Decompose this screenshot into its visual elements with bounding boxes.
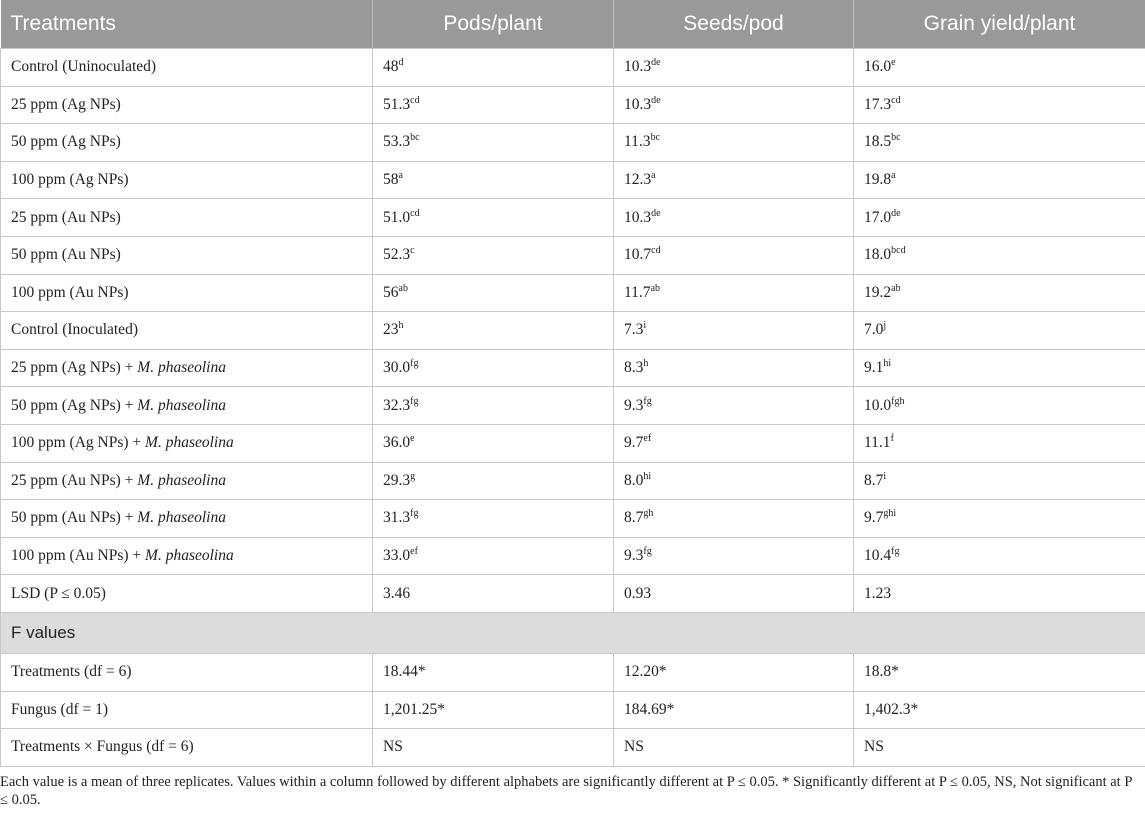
f-treatment-cell: Treatments (df = 6) (1, 653, 373, 691)
pods-cell (373, 161, 614, 199)
yield-cell-letters: bc (891, 132, 901, 144)
treatment-cell (1, 500, 373, 538)
pods-cell (373, 575, 614, 613)
yield-cell-value: 18.0 (864, 246, 892, 264)
seeds-cell-value: 10.3 (624, 208, 652, 226)
seeds-cell-letters: i (643, 320, 647, 332)
yield-cell (854, 236, 1145, 274)
seeds-cell (614, 349, 854, 387)
pods-cell-value: 31.3 (383, 509, 411, 527)
pods-cell (373, 387, 614, 425)
seeds-cell (614, 575, 854, 613)
pods-cell-letters: fg (410, 508, 419, 520)
seeds-cell-value: 9.3 (624, 396, 644, 414)
yield-cell-letters: a (891, 170, 896, 182)
pods-cell (373, 236, 614, 274)
pods-cell-letters: g (410, 470, 416, 482)
treatment-cell (1, 575, 373, 613)
f-value-row (1, 691, 1145, 729)
yield-cell-letters: f (890, 433, 894, 445)
treatment-cell (1, 274, 373, 312)
seeds-cell-value: 7.3 (624, 321, 644, 339)
treatment-cell (1, 387, 373, 425)
yield-cell (854, 349, 1145, 387)
pathogen-name: M. phaseolina (145, 434, 234, 452)
table-row (1, 124, 1145, 162)
yield-cell-letters: j (883, 320, 887, 332)
table-row (1, 424, 1145, 462)
pathogen-name: M. phaseolina (137, 396, 226, 414)
f-seeds-cell: 184.69* (614, 691, 854, 729)
treatment-label: 25 ppm (Au NPs) + (11, 471, 138, 489)
yield-cell-letters: i (883, 470, 887, 482)
section-row (1, 612, 1145, 653)
yield-cell-value: 11.1 (864, 434, 891, 452)
pods-cell (373, 462, 614, 500)
seeds-cell-value: 0.93 (624, 584, 652, 602)
treatment-label: 100 ppm (Ag NPs) (11, 171, 129, 189)
treatment-cell (1, 49, 373, 87)
pods-cell (373, 500, 614, 538)
seeds-cell-value: 10.7 (624, 246, 652, 264)
pods-cell-value: 32.3 (383, 396, 411, 414)
yield-cell-letters: ghi (883, 508, 897, 520)
yield-cell-value: 18.5 (864, 133, 892, 151)
yield-cell-value: 7.0 (864, 321, 884, 339)
f-pods-cell: 18.44* (373, 653, 614, 691)
treatment-label: 100 ppm (Ag NPs) + (11, 434, 146, 452)
seeds-cell (614, 274, 854, 312)
table-row (1, 199, 1145, 237)
table-footnote: Each value is a mean of three replicates. Values within a column followed by different alphabets are significantly different at P ≤ 0.05. * Significantly different at P ≤ 0.05, NS, Not significant at P ≤ 0.05. (0, 773, 1132, 808)
seeds-cell-value: 10.3 (624, 58, 652, 76)
pods-cell-letters: c (410, 245, 415, 257)
seeds-cell-value: 9.7 (624, 434, 644, 452)
yield-cell-value: 19.8 (864, 171, 892, 189)
pods-cell-letters: ef (410, 546, 418, 558)
yield-cell-value: 9.1 (864, 359, 884, 377)
pods-cell-value: 36.0 (383, 434, 411, 452)
yield-cell-letters: e (891, 57, 896, 69)
pods-cell-value: 23 (383, 321, 399, 339)
treatment-label: 25 ppm (Au NPs) (11, 208, 121, 226)
pods-cell-letters: e (410, 433, 415, 445)
treatment-cell (1, 424, 373, 462)
treatment-label: Control (Inoculated) (11, 321, 138, 339)
yield-cell (854, 199, 1145, 237)
yield-cell-letters: fg (891, 546, 900, 558)
seeds-cell (614, 462, 854, 500)
pods-cell-value: 33.0 (383, 547, 411, 565)
seeds-cell-letters: gh (643, 508, 654, 520)
yield-cell-value: 19.2 (864, 283, 892, 301)
treatment-cell (1, 537, 373, 575)
seeds-cell-value: 11.7 (624, 283, 651, 301)
treatment-cell (1, 462, 373, 500)
pods-cell-value: 58 (383, 171, 399, 189)
seeds-cell (614, 312, 854, 350)
yield-cell (854, 312, 1145, 350)
seeds-cell (614, 424, 854, 462)
table-row (1, 49, 1145, 87)
pods-cell-letters: fg (410, 395, 419, 407)
table-row (1, 274, 1145, 312)
pods-cell (373, 424, 614, 462)
yield-cell-letters: ab (891, 282, 901, 294)
yield-cell (854, 462, 1145, 500)
seeds-cell (614, 500, 854, 538)
pods-cell-letters: fg (410, 358, 419, 370)
treatment-label: 100 ppm (Au NPs) + (11, 547, 146, 565)
yield-cell-letters: bcd (891, 245, 906, 257)
yield-cell-value: 9.7 (864, 509, 884, 527)
seeds-cell (614, 124, 854, 162)
treatment-label: 25 ppm (Ag NPs) + (11, 359, 138, 377)
yield-cell (854, 424, 1145, 462)
seeds-cell-letters: a (651, 170, 656, 182)
yield-cell-value: 10.4 (864, 547, 892, 565)
pods-cell-value: 3.46 (383, 584, 411, 602)
seeds-cell-letters: fg (643, 395, 652, 407)
pods-cell-value: 48 (383, 58, 399, 76)
table-row (1, 236, 1145, 274)
treatment-cell (1, 161, 373, 199)
treatment-label: 25 ppm (Ag NPs) (11, 95, 121, 113)
pods-cell-letters: ab (398, 282, 408, 294)
seeds-cell-letters: de (651, 207, 661, 219)
header-grain-yield-per-plant: Grain yield/plant (854, 0, 1145, 49)
yield-cell (854, 274, 1145, 312)
f-yield-cell: 1,402.3* (854, 691, 1145, 729)
treatment-label: 50 ppm (Ag NPs) (11, 133, 121, 151)
seeds-cell-value: 11.3 (624, 133, 651, 151)
table-row (1, 86, 1145, 124)
pods-cell-value: 30.0 (383, 359, 411, 377)
treatment-cell (1, 199, 373, 237)
table-row (1, 312, 1145, 350)
pods-cell-letters: h (398, 320, 404, 332)
pods-cell-value: 56 (383, 283, 399, 301)
yield-cell-value: 16.0 (864, 58, 892, 76)
yield-cell (854, 86, 1145, 124)
seeds-cell (614, 387, 854, 425)
seeds-cell-letters: hi (643, 470, 652, 482)
f-yield-cell: NS (854, 729, 1145, 767)
header-seeds-per-pod: Seeds/pod (614, 0, 854, 49)
pods-cell (373, 86, 614, 124)
seeds-cell-value: 8.0 (624, 471, 644, 489)
table-row (1, 462, 1145, 500)
yield-cell (854, 575, 1145, 613)
yield-cell-value: 17.0 (864, 208, 892, 226)
seeds-cell-value: 12.3 (624, 171, 652, 189)
pods-cell-value: 51.0 (383, 208, 411, 226)
seeds-cell-letters: bc (650, 132, 661, 144)
seeds-cell-letters: cd (651, 245, 661, 257)
f-value-row (1, 653, 1145, 691)
seeds-cell-letters: de (651, 57, 661, 69)
yield-cell-letters: fgh (891, 395, 905, 407)
header-row (1, 0, 1145, 49)
yield-cell-value: 10.0 (864, 396, 892, 414)
treatment-cell (1, 124, 373, 162)
f-pods-cell: NS (373, 729, 614, 767)
pods-cell-letters: a (398, 170, 403, 182)
yield-cell (854, 537, 1145, 575)
treatment-label: 50 ppm (Au NPs) + (11, 509, 138, 527)
table-row (1, 500, 1145, 538)
pathogen-name: M. phaseolina (137, 359, 226, 377)
pods-cell (373, 124, 614, 162)
treatment-label: Control (Uninoculated) (11, 58, 157, 76)
yield-cell (854, 500, 1145, 538)
seeds-cell-letters: ab (650, 282, 661, 294)
treatment-label: 100 ppm (Au NPs) (11, 283, 129, 301)
yield-cell (854, 161, 1145, 199)
treatment-label: LSD (P ≤ 0.05) (11, 584, 106, 602)
seeds-cell-value: 8.3 (624, 359, 644, 377)
yield-cell (854, 49, 1145, 87)
f-yield-cell: 18.8* (854, 653, 1145, 691)
f-treatment-cell: Treatments × Fungus (df = 6) (1, 729, 373, 767)
pods-cell (373, 274, 614, 312)
treatment-cell (1, 349, 373, 387)
pods-cell (373, 199, 614, 237)
pods-cell-letters: bc (410, 132, 420, 144)
pods-cell-letters: d (398, 57, 404, 69)
seeds-cell-letters: h (643, 358, 649, 370)
seeds-cell-letters: fg (643, 546, 652, 558)
pods-cell-value: 51.3 (383, 95, 411, 113)
treatment-label: 50 ppm (Ag NPs) + (11, 396, 138, 414)
seeds-cell (614, 537, 854, 575)
f-seeds-cell: 12.20* (614, 653, 854, 691)
seeds-cell-value: 8.7 (624, 509, 644, 527)
seeds-cell (614, 161, 854, 199)
table-row (1, 575, 1145, 613)
pods-cell-letters: cd (410, 207, 420, 219)
pods-cell (373, 49, 614, 87)
treatment-cell (1, 86, 373, 124)
seeds-cell-value: 10.3 (624, 95, 652, 113)
yield-cell-value: 17.3 (864, 95, 892, 113)
f-seeds-cell: NS (614, 729, 854, 767)
header-pods-per-plant: Pods/plant (373, 0, 614, 49)
yield-cell-letters: de (891, 207, 901, 219)
f-pods-cell: 1,201.25* (373, 691, 614, 729)
seeds-cell (614, 49, 854, 87)
treatment-cell (1, 236, 373, 274)
header-treatments: Treatments (1, 0, 373, 49)
seeds-cell (614, 236, 854, 274)
pods-cell-value: 29.3 (383, 471, 411, 489)
seeds-cell (614, 199, 854, 237)
pods-cell (373, 537, 614, 575)
yield-cell-value: 8.7 (864, 471, 884, 489)
table-row (1, 537, 1145, 575)
f-treatment-cell: Fungus (df = 1) (1, 691, 373, 729)
yield-cell (854, 124, 1145, 162)
table-row (1, 161, 1145, 199)
treatment-label: 50 ppm (Au NPs) (11, 246, 121, 264)
treatment-cell (1, 312, 373, 350)
table-row (1, 387, 1145, 425)
pods-cell-letters: cd (410, 94, 420, 106)
yield-cell-letters: cd (891, 94, 901, 106)
seeds-cell (614, 86, 854, 124)
yield-cell-value: 1.23 (864, 584, 892, 602)
pods-cell (373, 312, 614, 350)
yield-cell (854, 387, 1145, 425)
seeds-cell-letters: de (651, 94, 661, 106)
pathogen-name: M. phaseolina (137, 471, 226, 489)
section-f-values: F values (1, 612, 1145, 653)
seeds-cell-letters: ef (643, 433, 652, 445)
f-value-row (1, 729, 1145, 767)
pods-cell (373, 349, 614, 387)
pods-cell-value: 53.3 (383, 133, 411, 151)
pods-cell-value: 52.3 (383, 246, 411, 264)
seeds-cell-value: 9.3 (624, 547, 644, 565)
yield-cell-letters: hi (883, 358, 892, 370)
pathogen-name: M. phaseolina (137, 509, 226, 527)
table-row (1, 349, 1145, 387)
pathogen-name: M. phaseolina (145, 547, 234, 565)
